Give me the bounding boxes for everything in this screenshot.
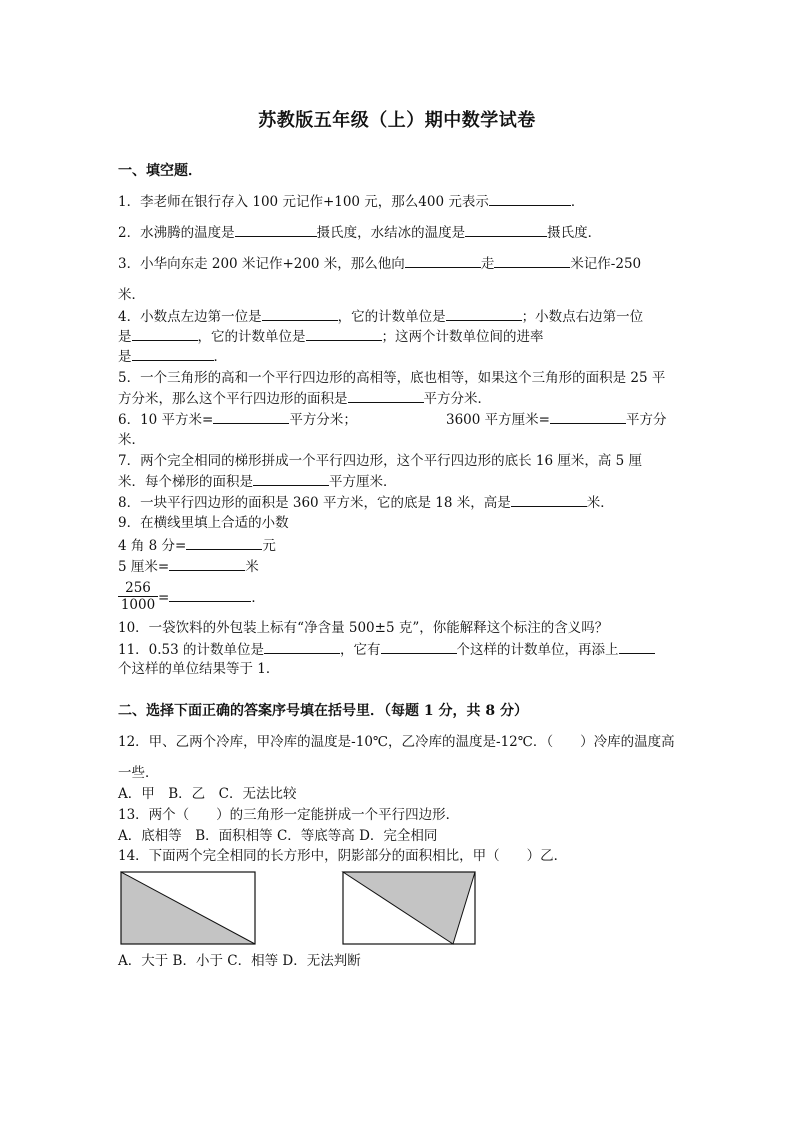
page-title: 苏教版五年级（上）期中数学试卷 bbox=[258, 110, 536, 131]
q9-item-c-end: ． bbox=[251, 590, 265, 606]
q5-blank[interactable] bbox=[348, 389, 424, 403]
question-1 bbox=[118, 192, 584, 211]
q4-text-b: ，它的计数单位是 bbox=[337, 309, 446, 325]
section-heading-fill-in: 一、填空题． bbox=[118, 163, 202, 179]
q9-item-c bbox=[158, 588, 265, 607]
q4-text-d: 是 bbox=[118, 329, 132, 345]
q6-continuation: 米． bbox=[118, 432, 145, 448]
q7-text-a: 米．每个梯形的面积是 bbox=[118, 474, 253, 490]
q7-text-b: 平方厘米． bbox=[329, 474, 397, 490]
q6-text-d: 平方分 bbox=[625, 412, 667, 428]
q9-item-b-unit: 米 bbox=[245, 559, 259, 575]
q11-text-b: ，它有 bbox=[340, 642, 381, 658]
q1-text: 1．李老师在银行存入 100 元记作+100 元，那么400 元表示 bbox=[118, 194, 489, 210]
q9-item-b-text: 5 厘米= bbox=[118, 559, 170, 575]
q11-text-a: 11．0.53 的计数单位是 bbox=[118, 642, 265, 658]
q8-text-b: 米． bbox=[586, 495, 614, 511]
q6-text-a: 6．10 平方米= bbox=[118, 412, 214, 428]
question-3 bbox=[118, 254, 641, 273]
q4-text-e: ，它的计数单位是 bbox=[197, 329, 306, 345]
question-6-part-a bbox=[118, 410, 357, 429]
question-12-line-1: 12．甲、乙两个冷库，甲冷库的温度是-10℃，乙冷库的温度是-12℃．（ ）冷库的温度高 bbox=[118, 734, 675, 750]
q9-item-a bbox=[118, 536, 276, 555]
question-10: 10．一袋饮料的外包装上标有“净含量 500±5 克”，你能解释这个标注的含义吗？ bbox=[118, 620, 609, 636]
q6-blank-2[interactable] bbox=[550, 410, 626, 424]
shaded-triangle-jia bbox=[121, 872, 255, 944]
q4-blank-5[interactable] bbox=[132, 347, 214, 361]
q11-blank-3[interactable] bbox=[619, 640, 655, 654]
question-7-line-2 bbox=[118, 472, 397, 491]
question-5-line-1: 5．一个三角形的高和一个平行四边形的高相等，底也相等，如果这个三角形的面积是 25 平 bbox=[118, 370, 666, 386]
q2-text-b: 摄氏度，水结冰的温度是 bbox=[316, 225, 466, 241]
fraction-numerator: 256 bbox=[125, 580, 151, 596]
question-11-line-1 bbox=[118, 640, 655, 659]
q3-text-a: 3．小华向东走 200 米记作+200 米，那么他向 bbox=[118, 256, 405, 272]
q11-text-c: 个这样的计数单位，再添上 bbox=[456, 642, 619, 658]
q3-blank-2[interactable] bbox=[494, 254, 570, 268]
q2-text-a: 2．水沸腾的温度是 bbox=[118, 225, 235, 241]
question-4-line-1 bbox=[118, 307, 643, 326]
question-2 bbox=[118, 223, 601, 242]
q9-item-a-text: 4 角 8 分= bbox=[118, 538, 187, 554]
question-12-options[interactable]: A．甲 B．乙 C．无法比较 bbox=[118, 786, 297, 802]
q4-blank-2[interactable] bbox=[446, 307, 522, 321]
question-14: 14．下面两个完全相同的长方形中，阴影部分的面积相比，甲（ ）乙． bbox=[118, 848, 568, 864]
fraction-denominator: 1000 bbox=[120, 597, 156, 613]
q7-blank[interactable] bbox=[253, 472, 329, 486]
question-4-line-3 bbox=[118, 347, 227, 366]
shaded-triangle-yi bbox=[343, 872, 475, 944]
question-4-line-2 bbox=[118, 327, 544, 346]
q2-blank-1[interactable] bbox=[235, 223, 317, 237]
question-12-line-2: 一些． bbox=[118, 765, 159, 781]
q4-text-a: 4．小数点左边第一位是 bbox=[118, 309, 262, 325]
q9-blank-1[interactable] bbox=[186, 536, 262, 550]
question-7-line-1: 7．两个完全相同的梯形拼成一个平行四边形，这个平行四边形的底长 16 厘米，高 5 厘 bbox=[118, 453, 643, 469]
question-8 bbox=[118, 493, 614, 512]
q11-blank-2[interactable] bbox=[381, 640, 457, 654]
q3-text-c: 米记作-250 bbox=[570, 256, 642, 272]
q3-continuation: 米． bbox=[118, 287, 145, 303]
q5-text-a: 方分米，那么这个平行四边形的面积是 bbox=[118, 391, 348, 407]
q2-text-c: 摄氏度． bbox=[547, 225, 602, 241]
q8-text-a: 8．一块平行四边形的面积是 360 平方米，它的底是 18 米，高是 bbox=[118, 495, 511, 511]
q4-text-f: ；这两个计数单位间的进率 bbox=[381, 329, 544, 345]
q9-fraction bbox=[118, 580, 158, 613]
question-14-options[interactable]: A．大于 B．小于 C．相等 D．无法判断 bbox=[118, 953, 361, 969]
q9-blank-2[interactable] bbox=[169, 557, 245, 571]
q1-answer-blank[interactable] bbox=[489, 192, 571, 206]
q3-blank-1[interactable] bbox=[405, 254, 481, 268]
q6-blank-1[interactable] bbox=[213, 410, 289, 424]
q3-text-b: 走 bbox=[480, 256, 495, 272]
rectangle-yi-figure bbox=[341, 870, 479, 948]
question-6-part-b bbox=[446, 410, 666, 429]
rectangle-jia-figure bbox=[119, 870, 259, 948]
q6-text-c: 3600 平方厘米= bbox=[446, 412, 550, 428]
q4-text-c: ；小数点右边第一位 bbox=[521, 309, 644, 325]
q9-item-a-unit: 元 bbox=[262, 538, 276, 554]
question-11-line-2: 个这样的单位结果等于 1． bbox=[118, 661, 280, 677]
q4-text-g: 是 bbox=[118, 349, 132, 365]
q4-text-h: ． bbox=[213, 349, 227, 365]
q9-item-b bbox=[118, 557, 259, 576]
q4-blank-3[interactable] bbox=[132, 327, 198, 341]
q6-text-b: 平方分米； bbox=[289, 412, 357, 428]
q4-blank-1[interactable] bbox=[262, 307, 338, 321]
question-13-options[interactable]: A．底相等 B．面积相等 C．等底等高 D．完全相同 bbox=[118, 828, 438, 844]
q1-end: ． bbox=[570, 194, 585, 210]
q5-text-b: 平方分米． bbox=[423, 391, 491, 407]
question-9: 9．在横线里填上合适的小数 bbox=[118, 515, 289, 531]
question-5-line-2 bbox=[118, 389, 491, 408]
section-heading-choice: 二、选择下面正确的答案序号填在括号里．（每题 1 分，共 8 分） bbox=[118, 703, 528, 719]
q9-item-c-equals: = bbox=[158, 590, 170, 606]
q8-blank[interactable] bbox=[511, 493, 587, 507]
q11-blank-1[interactable] bbox=[264, 640, 340, 654]
q9-blank-3[interactable] bbox=[169, 588, 251, 602]
q4-blank-4[interactable] bbox=[306, 327, 382, 341]
q2-blank-2[interactable] bbox=[465, 223, 547, 237]
question-13: 13．两个（ ）的三角形一定能拼成一个平行四边形． bbox=[118, 807, 460, 823]
